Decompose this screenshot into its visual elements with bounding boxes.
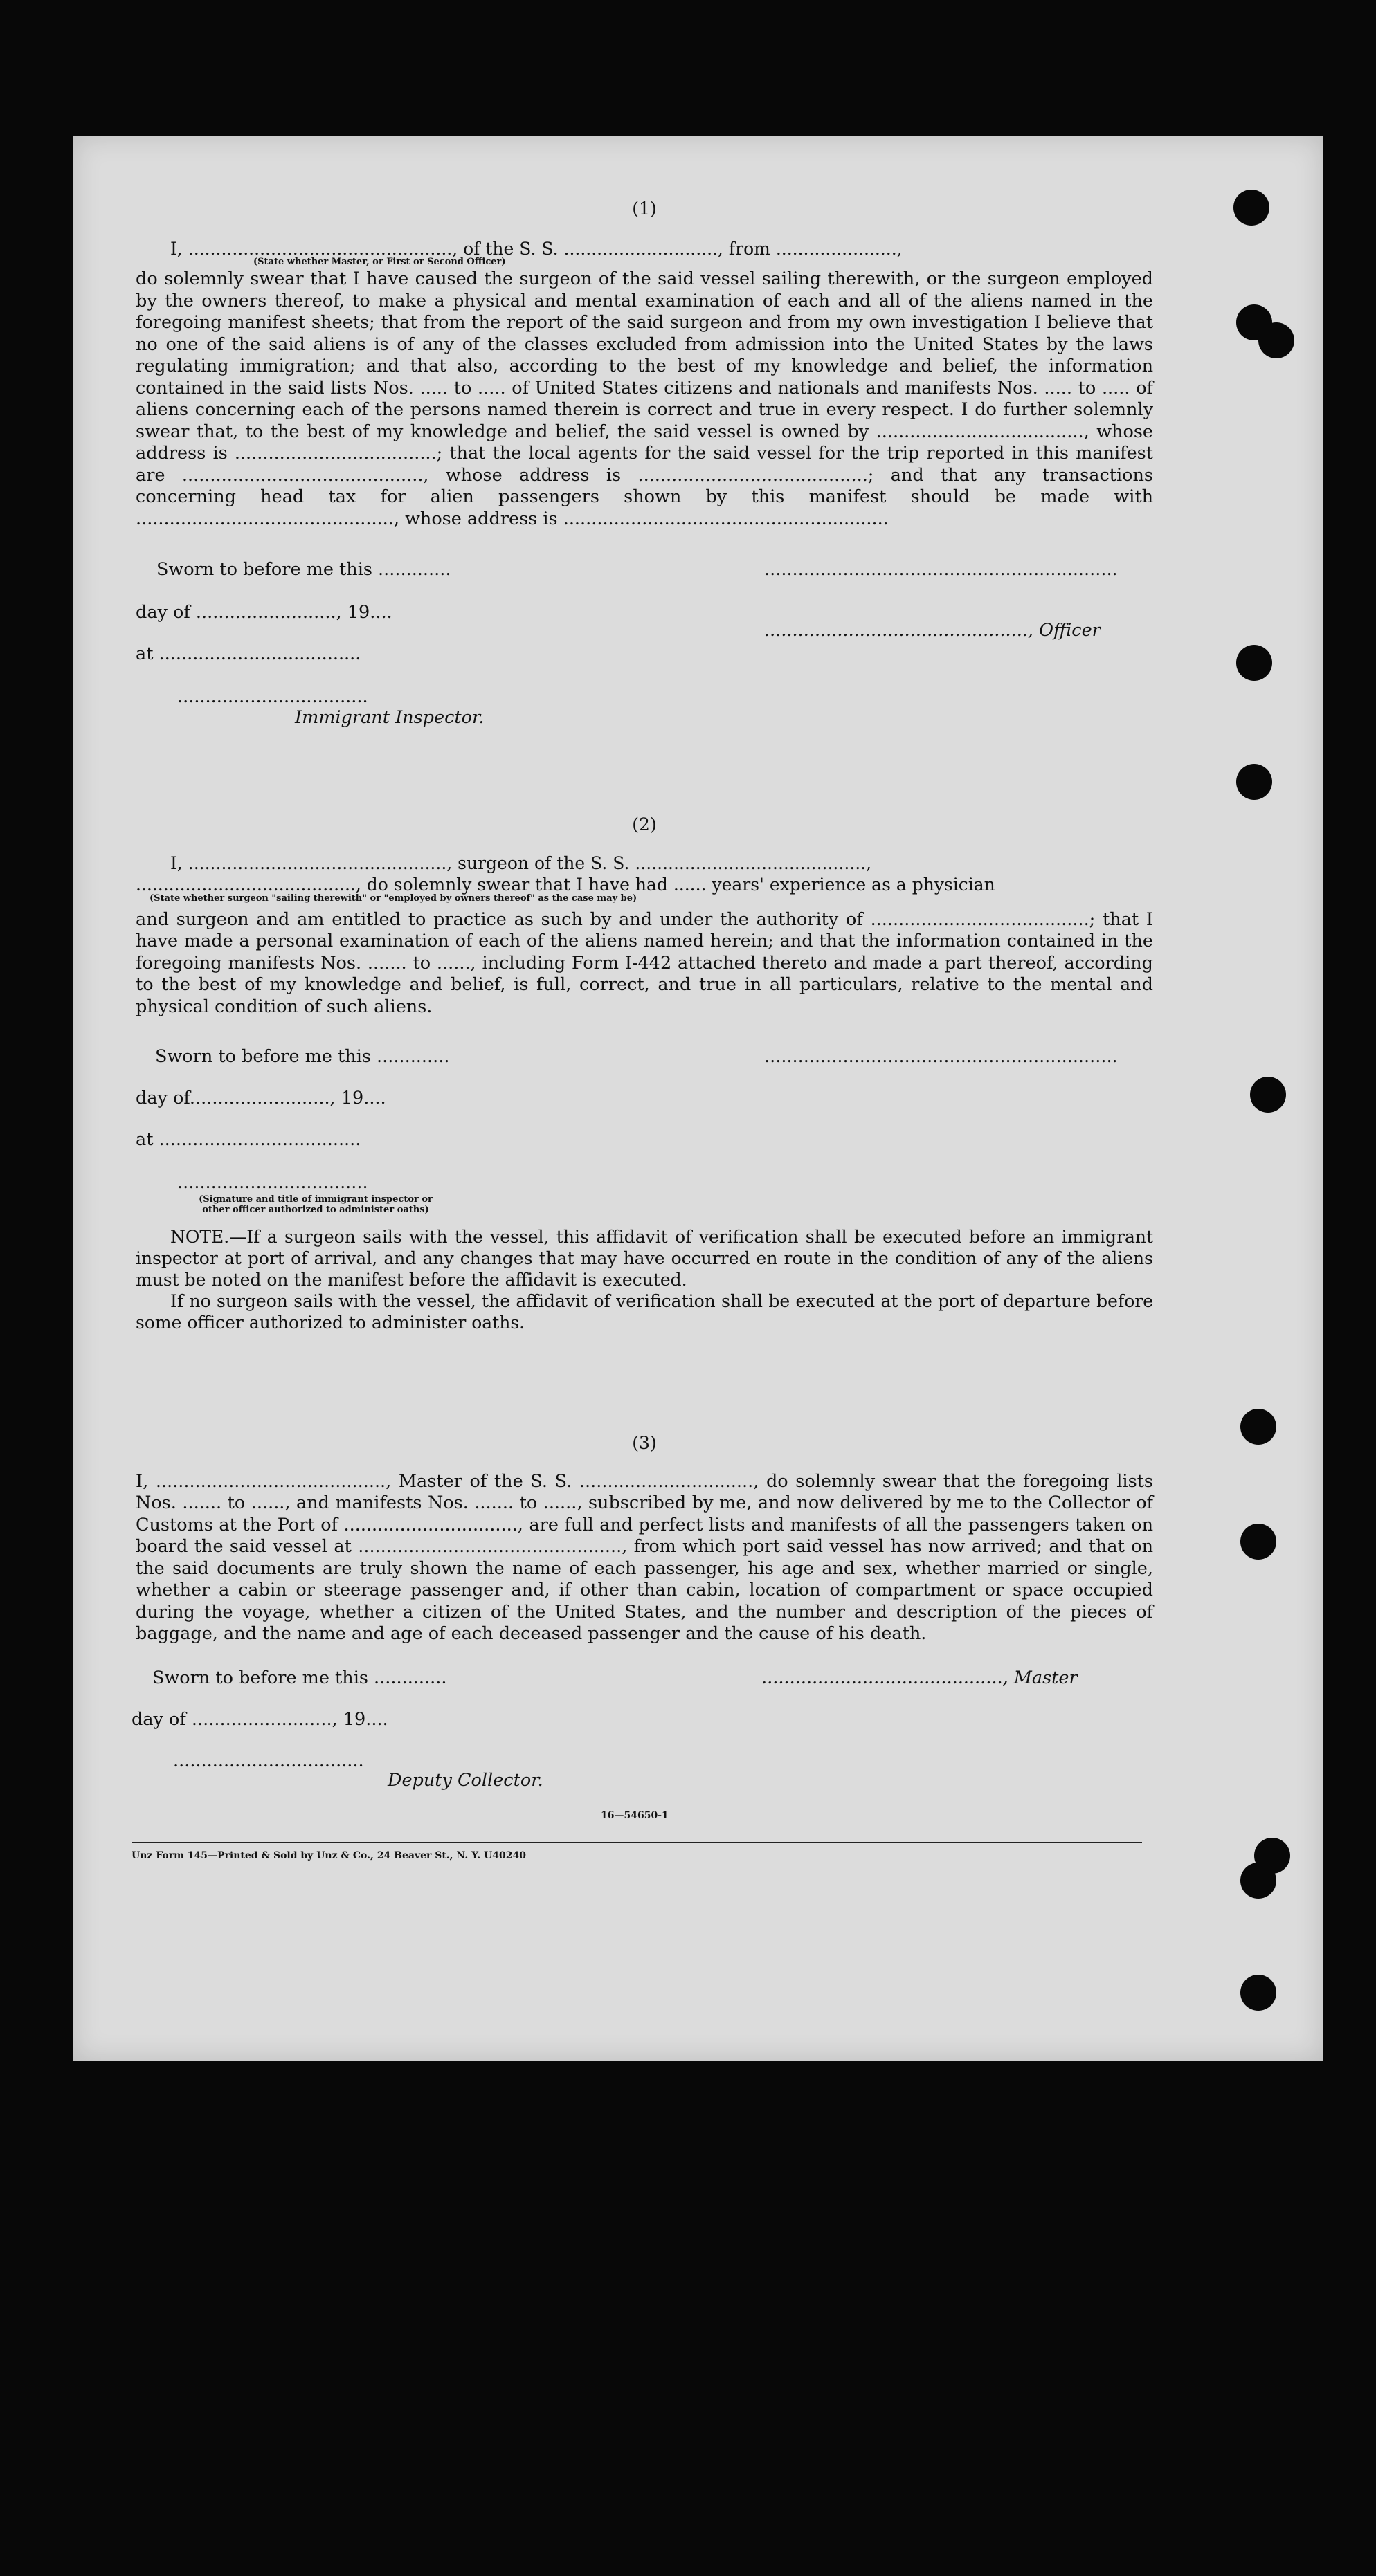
note-1: NOTE.—If a surgeon sails with the vessel, this affidavit of verification shall be executed before an immigrant inspector at port of arrival, and any changes that may have occurred en route in the condition of any of the aliens must be noted on the manifest before the affidavit is executed.	[136, 1227, 1153, 1290]
punch-hole	[1240, 1409, 1276, 1445]
day-2: day of........................., 19....	[136, 1088, 386, 1108]
section-2-paragraph: and surgeon and am entitled to practice as such by and under the authority of .......................................; that I have made a personal examination of each of the aliens named herein; and that the information contained in the foregoing manifests Nos. ....... to ......, including Form I-442 attached thereto and made a part thereof, according to the best of my knowledge and belief, is full, correct, and true in all particulars, relative to the mental and physical condition of such aliens.	[136, 908, 1153, 1017]
master-sig-3: ..........................................., Master	[761, 1668, 1078, 1688]
punch-hole	[1240, 1863, 1276, 1899]
surgeon-line-2: ........................................, do solemnly swear that I have had ...... years' experience as a physician	[136, 875, 995, 895]
sig-note-2: (Signature and title of immigrant inspector or other officer authorized to administer oaths)	[199, 1194, 433, 1215]
inspector-line-2: ..................................	[177, 1172, 368, 1193]
sworn-3: Sworn to before me this .............	[152, 1668, 447, 1688]
form-code: 16—54650-1	[601, 1810, 669, 1821]
at-2: at ....................................	[136, 1129, 361, 1150]
section-2	[136, 814, 1153, 1018]
signature-line-1: ...............................................................	[764, 559, 1118, 580]
punch-hole	[1240, 1975, 1276, 2011]
master-note: (State whether Master, or First or Second Officer)	[253, 257, 506, 267]
footer-rule	[132, 1842, 1142, 1843]
punch-hole	[1236, 645, 1272, 681]
section-2-notes	[136, 1226, 1153, 1333]
punch-hole	[1250, 1077, 1286, 1113]
section-3	[136, 1432, 1153, 1645]
section-1-number: (1)	[632, 199, 657, 219]
note-2: If no surgeon sails with the vessel, the affidavit of verification shall be executed at the port of departure before some officer authorized to administer oaths.	[136, 1291, 1153, 1333]
document-page	[73, 136, 1323, 2061]
inspector-caption-1: Immigrant Inspector.	[295, 707, 485, 728]
section-3-number: (3)	[632, 1433, 657, 1453]
surgeon-line: I, ..............................................., surgeon of the S. S. ..........................................,	[170, 852, 872, 873]
inspector-line-1: ..................................	[177, 686, 368, 707]
punch-hole	[1240, 1524, 1276, 1560]
collector-caption-3: Deputy Collector.	[388, 1770, 543, 1791]
master-line: I, ................................................, of the S. S. ............................, from ......................,	[170, 238, 903, 259]
surgeon-note: (State whether surgeon "sailing therewith" or "employed by owners thereof" as the case may be)	[150, 893, 637, 904]
at-1: at ....................................	[136, 643, 361, 664]
officer-1: ..............................................., Officer	[764, 620, 1101, 641]
section-2-number: (2)	[632, 814, 657, 834]
day-3: day of ........................., 19....	[132, 1709, 388, 1730]
section-1-paragraph: do solemnly swear that I have caused the surgeon of the said vessel sailing therewith, or the surgeon employed by the owners thereof, to make a physical and mental examination of each and all of the aliens named in the foregoing manifest sheets; that from the report of the said surgeon and from my own investigation I believe that no one of the said aliens is of any of the classes excluded from admission into the United States by the laws regulating immigration; and that also, according to the best of my knowledge and belief, the information contained in the said lists Nos. ..... to ..... of United States citizens and nationals and manifests Nos. ..... to ..... of aliens concerning each of the persons named therein is correct and true in every respect. I do further solemnly swear that, to the best of my knowledge and belief, the said vessel is owned by ....................................., whose address is ....................................; that the local agents for the said vessel for the trip reported in this manifest are ..........................................., whose address is .........................................; and that any transactions concerning head tax for alien passengers shown by this manifest should be made with .............................................., whose address is ..........................................................	[136, 268, 1153, 529]
sworn-1: Sworn to before me this .............	[156, 559, 451, 580]
printer-line: Unz Form 145—Printed & Sold by Unz & Co., 24 Beaver St., N. Y. U40240	[132, 1850, 526, 1861]
punch-hole	[1258, 322, 1294, 358]
sworn-2: Sworn to before me this .............	[155, 1046, 450, 1067]
punch-hole	[1236, 764, 1272, 800]
section-3-paragraph: I, ........................................., Master of the S. S. ..............................., do solemnly swear that the foregoing lists Nos. ....... to ......, and manifests Nos. ....... to ......, subscribed by me, and now delivered by me to the Collector of Customs at the Port of ..............................., are full and perfect lists and manifests of all the passengers taken on board the said vessel at ..............................................., from which port said vessel has now arrived; and that on the said documents are truly shown the name of each passenger, his age and sex, whether married or single, whether a cabin or steerage passenger and, if other than cabin, location of compartment or space occupied during the voyage, whether a citizen of the United States, and the number and description of the pieces of baggage, and the name and age of each deceased passenger and the cause of his death.	[136, 1470, 1153, 1644]
section-1	[136, 198, 1153, 530]
day-1: day of ........................., 19....	[136, 602, 392, 623]
signature-line-2: ...............................................................	[764, 1046, 1118, 1067]
punch-hole	[1233, 190, 1269, 226]
collector-line-3: ..................................	[173, 1751, 364, 1771]
